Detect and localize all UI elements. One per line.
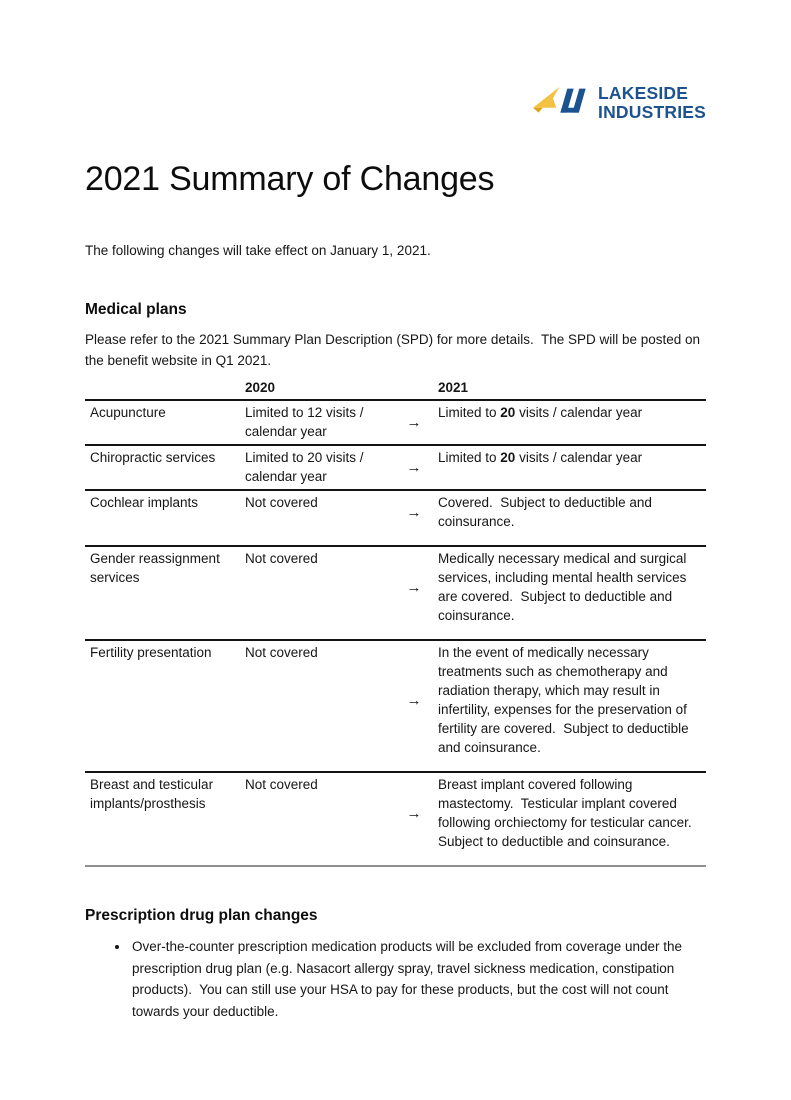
service-cell: Gender reassignment services [90,551,224,585]
lakeside-arrow-li-icon [533,81,589,125]
change-arrow-icon: → [406,578,422,596]
change-arrow-icon: → [406,691,422,709]
plan-2021-text: Limited to [438,450,501,465]
plan-2021-cell [438,640,706,772]
plan-2021-text: Covered. Subject to deductible and coinsurance. [438,495,656,529]
plan-2020-cell: Not covered [245,551,318,566]
plan-2021-text: In the event of medically necessary treatments such as chemotherapy and radiation therapy, which may result in infertility, expenses for the preservation of fertility are covered. Subject to deductible and coinsurance. [438,645,693,755]
plan-2021-text: visits / calendar year [515,450,643,465]
plan-2021-text-bold: 20 [500,405,516,420]
change-arrow-icon: → [406,804,422,822]
column-header-spacer [390,380,438,400]
table-row [85,772,706,866]
plan-2021-cell [438,400,706,445]
page-title: 2021 Summary of Changes [85,160,495,198]
plan-2020-cell: Not covered [245,645,318,660]
plan-2021-text: Medically necessary medical and surgical services, including mental health services are covered. Subject to deductible and coinsurance. [438,551,691,623]
table-row [85,400,706,445]
table-row [85,490,706,546]
service-cell: Breast and testicular implants/prosthesis [90,777,217,811]
change-arrow-icon: → [406,458,422,476]
plan-2020-cell: Limited to 20 visits / calendar year [245,450,368,484]
company-logo [85,76,706,130]
change-arrow-icon: → [406,413,422,431]
prescription-heading: Prescription drug plan changes [85,907,318,924]
plan-2021-text-bold: 20 [500,450,516,465]
table-row [85,546,706,640]
plan-2021-cell [438,546,706,640]
plan-2020-cell: Limited to 12 visits / calendar year [245,405,368,439]
intro-text: The following changes will take effect on January 1, 2021. [85,243,431,258]
plan-2021-cell [438,490,706,546]
plan-2021-cell [438,445,706,490]
plan-2021-text: Breast implant covered following mastectomy. Testicular implant covered following orchiectomy for testicular cancer. Subject to deductible and coinsurance. [438,777,700,849]
table-row [85,640,706,772]
column-header-2021: 2021 [438,380,469,395]
table-header-row [85,380,706,400]
company-name-line2: INDUSTRIES [598,102,706,122]
plan-2021-text: Limited to [438,405,501,420]
company-name-line1: LAKESIDE [598,82,689,103]
prescription-bullet-item: • Over-the-counter prescription medication products will be excluded from coverage under the prescription drug plan (e.g. Nasacort allergy spray, travel sickness medication, constipation products). You can still use your HSA to pay for these products, but the cost will not count towards your deductible. [130,936,706,1022]
medical-plans-heading: Medical plans [85,301,187,318]
plan-2021-text: visits / calendar year [515,405,643,420]
change-arrow-icon: → [406,503,422,521]
column-header-2020: 2020 [245,380,276,395]
table-row [85,445,706,490]
company-name [598,84,706,123]
prescription-bullet-list [85,936,706,1022]
service-cell: Chiropractic services [90,450,216,465]
document-page [0,76,791,1022]
plan-2021-cell [438,772,706,866]
service-cell: Acupuncture [90,405,166,420]
service-cell: Fertility presentation [90,645,212,660]
medical-plans-description: Please refer to the 2021 Summary Plan Description (SPD) for more details. The SPD will be posted on the benefit website in Q1 2021. [85,332,704,368]
plan-2020-cell: Not covered [245,495,318,510]
medical-plans-table [85,380,706,867]
plan-2020-cell: Not covered [245,777,318,792]
column-header-service [85,380,245,400]
service-cell: Cochlear implants [90,495,199,510]
